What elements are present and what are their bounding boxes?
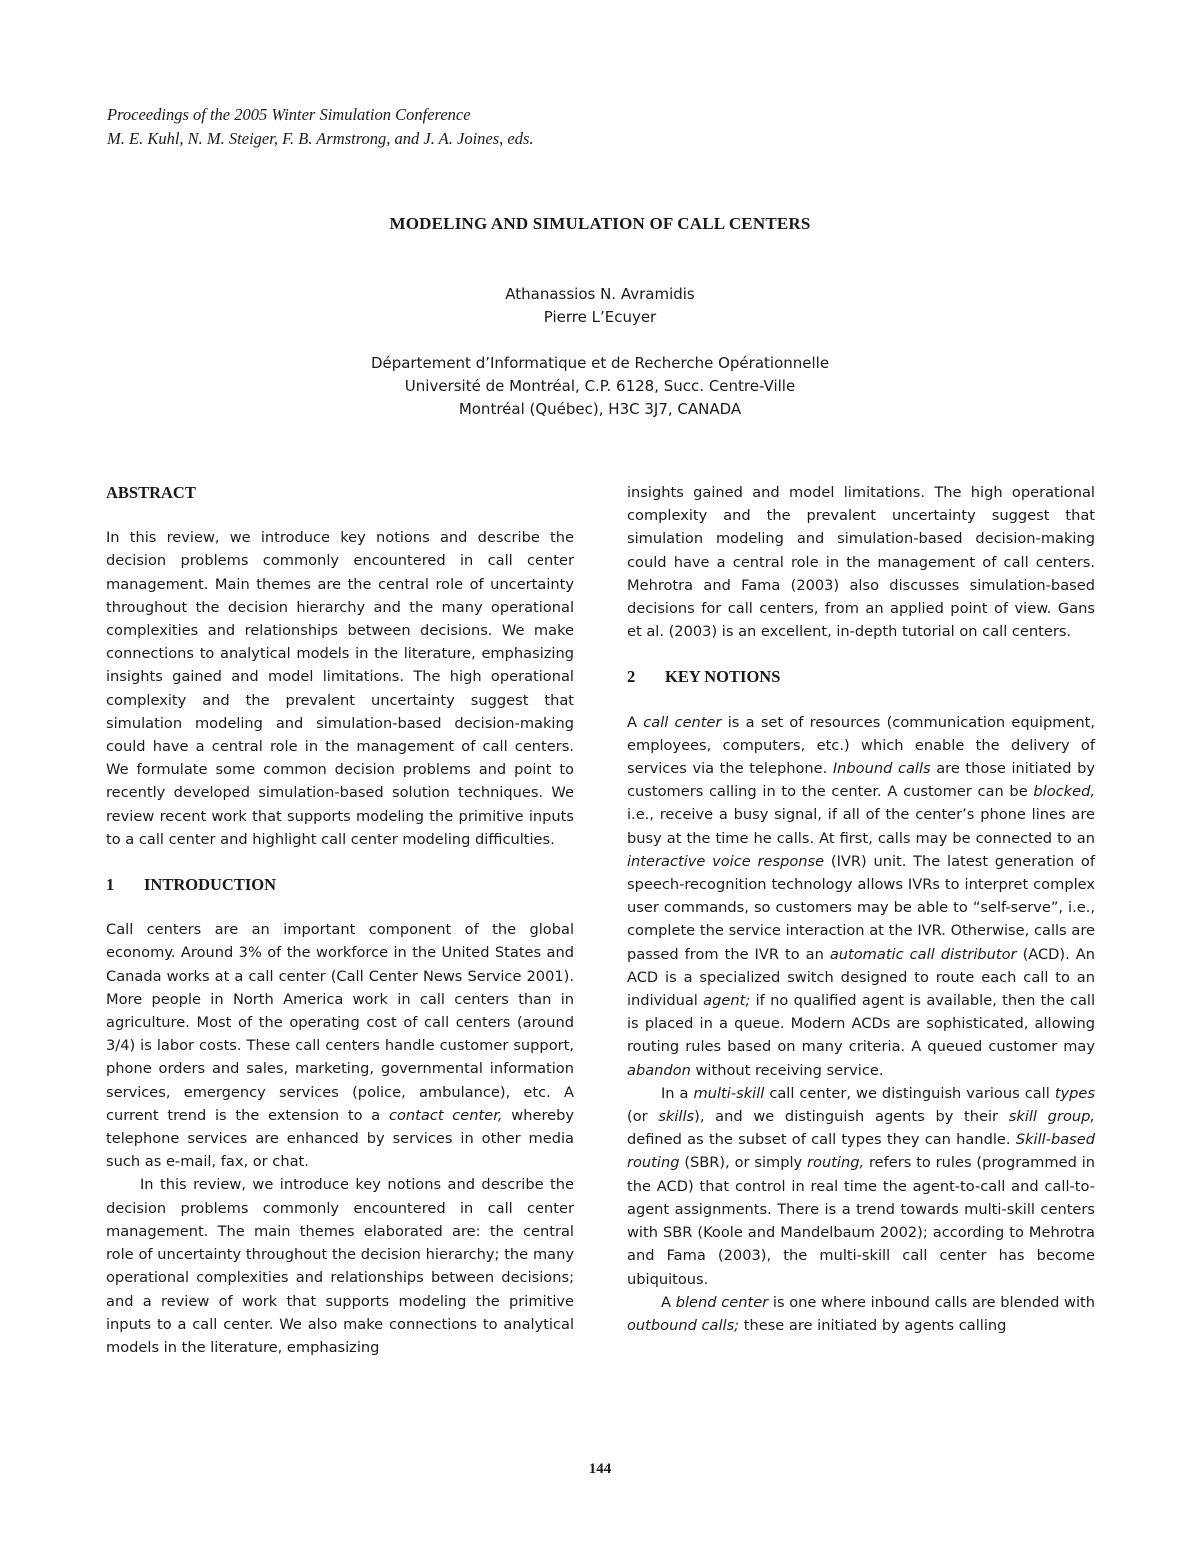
right-column [627, 481, 1095, 1337]
intro-number: 1 [106, 875, 115, 895]
proceedings-header [107, 103, 534, 151]
author-2: Pierre L’Ecuyer [543, 308, 657, 326]
affiliation-line-3: Montréal (Québec), H3C 3J7, CANADA [458, 400, 742, 418]
intro-title: INTRODUCTION [144, 875, 277, 895]
author-list [0, 283, 1200, 329]
intro-paragraph-1: Call centers are an important component of the global economy. Around 3% of the workforce in the United States and Canada works at a call center (Call Center News Service 2001). More people in North America work in call centers than in agriculture. Most of the operating cost of call centers (around 3/4) is labor costs. These call centers handle customer support, phone orders and sales, marketing, governmental information services, emergency services (police, ambulance), etc. A current trend is the extension to a contact center, whereby telephone services are enhanced by services in other media such as e-mail, fax, or chat. [106, 921, 575, 1171]
author-1: Athanassios N. Avramidis [505, 285, 695, 303]
affiliation-line-2: Université de Montréal, C.P. 6128, Succ. Centre-Ville [404, 377, 796, 395]
abstract-heading: ABSTRACT [106, 483, 196, 502]
paper-title: MODELING AND SIMULATION OF CALL CENTERS [389, 214, 811, 233]
left-column [106, 481, 574, 1359]
key-notions-paragraph-2: In a multi-skill call center, we distinguish various call types (or skills), and we distinguish agents by their skill group, defined as the subset of call types they can handle. Skill-based routing (SBR), or simply routing, refers to rules (programmed in the ACD) that control in real time the agent-to-call and call-to-agent assignments. There is a trend towards multi-skill centers with SBR (Koole and Mandelbaum 2002); according to Mehrotra and Fama (2003), the multi-skill call center has become ubiquitous. [627, 1084, 1096, 1288]
affiliation [0, 352, 1200, 421]
key-notions-paragraph-3: A blend center is one where inbound calls are blended with outbound calls; these are initiated by agents calling [627, 1293, 1096, 1334]
key-notions-paragraph-1: A call center is a set of resources (communication equipment, employees, computers, etc.) which enable the delivery of services via the telephone. Inbound calls are those initiated by customers calling in to the center. A customer can be blocked, i.e., receive a busy signal, if all of the center’s phone lines are busy at the time he calls. At first, calls may be connected to an interactive voice response (IVR) unit. The latest generation of speech-recognition technology allows IVRs to interpret complex user commands, so customers may be able to “self-serve”, i.e., complete the service interaction at the IVR. Otherwise, calls are passed from the IVR to an automatic call distributor (ACD). An ACD is a specialized switch designed to route each call to an individual agent; if no qualified agent is available, then the call is placed in a queue. Modern ACDs are sophisticated, allowing routing rules based on many criteria. A queued customer may abandon without receiving service. [627, 713, 1096, 1079]
key-notions-number: 2 [627, 667, 636, 687]
intro-paragraph-2-continued: insights gained and model limitations. The high operational complexity and the prevalent uncertainty suggest that simulation modeling and simulation-based decision-making could have a central role in the management of call centers. Mehrotra and Fama (2003) also discusses simulation-based decisions for call centers, from an applied point of view. Gans et al. (2003) is an excellent, in-depth tutorial on call centers. [627, 484, 1095, 641]
intro-paragraph-2: In this review, we introduce key notions and describe the decision problems commonly encountered in call center management. The main themes elaborated are: the central role of uncertainty throughout the decision hierarchy; the many operational complexities and relationships between decisions; and a review of work that supports modeling the primitive inputs to a call center. We also make connections to analytical models in the literature, emphasizing [106, 1176, 574, 1356]
key-notions-heading [627, 665, 1095, 688]
proceedings-line-2: M. E. Kuhl, N. M. Steiger, F. B. Armstrong, and J. A. Joines, eds. [107, 129, 534, 148]
proceedings-line-1: Proceedings of the 2005 Winter Simulation Conference [107, 105, 471, 124]
affiliation-line-1: Département d’Informatique et de Recherche Opérationnelle [370, 354, 830, 372]
intro-heading [106, 873, 574, 896]
abstract-text: In this review, we introduce key notions and describe the decision problems commonly encountered in call center management. Main themes are the central role of uncertainty throughout the decision hierarchy and the many operational complexities and relationships between decisions. We make connections to analytical models in the literature, emphasizing insights gained and model limitations. The high operational complexity and the prevalent uncertainty suggest that simulation modeling and simulation-based decision-making could have a central role in the management of call centers. We formulate some common decision problems and point to recently developed simulation-based solution techniques. We review recent work that supports modeling the primitive inputs to a call center and highlight call center modeling difficulties. [106, 529, 574, 848]
key-notions-title: KEY NOTIONS [665, 667, 781, 687]
page-number: 144 [588, 1461, 612, 1477]
